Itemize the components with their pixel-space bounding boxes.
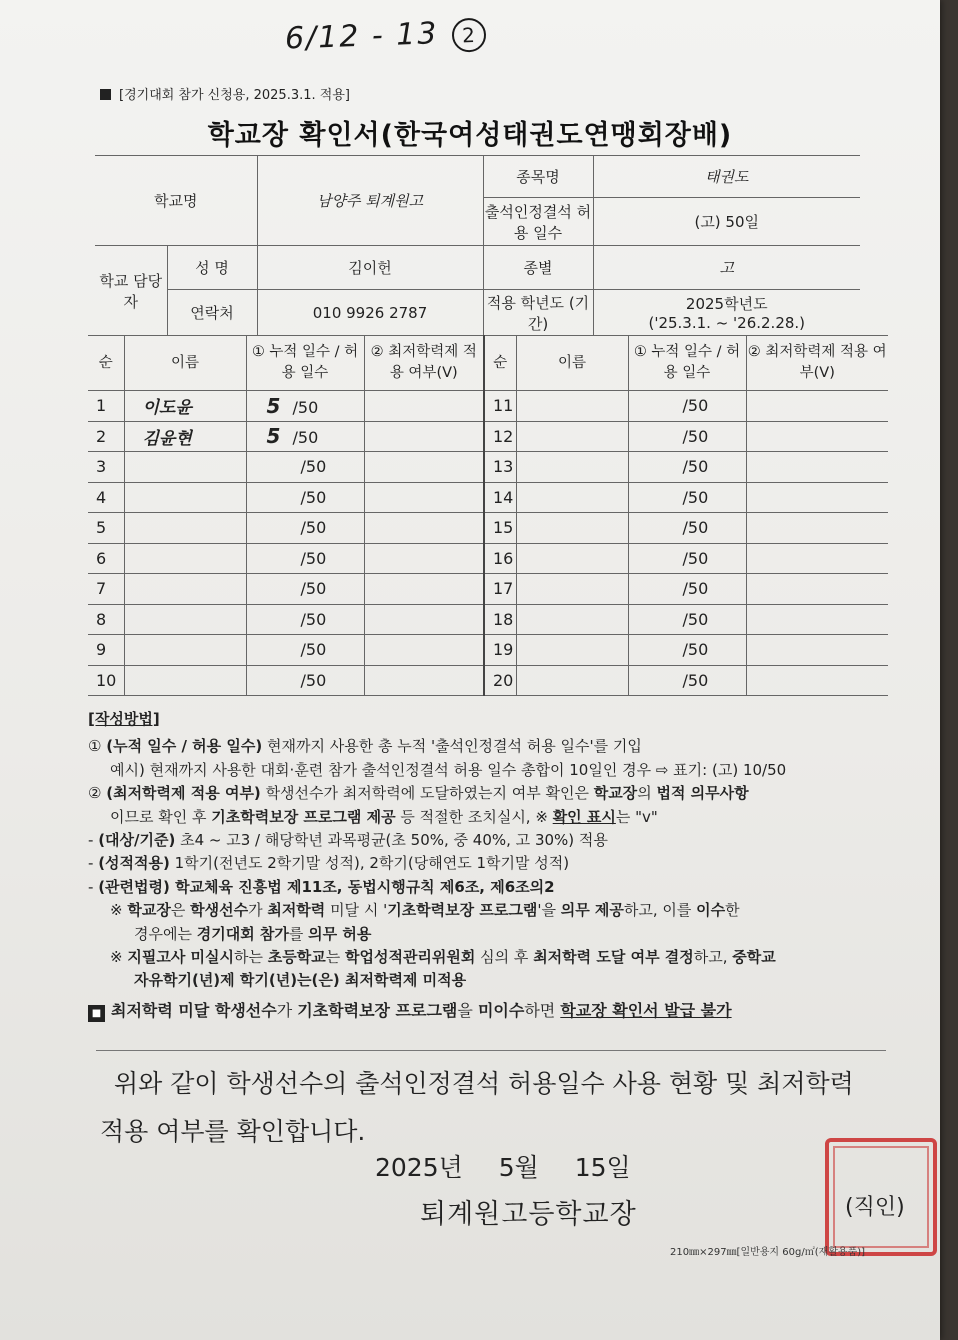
instruction-line: ※ 지필고사 미실시하는 초등학교는 학업성적관리위원회 심의 후 최저학력 도달 여부 결정하고, 중학교 bbox=[110, 948, 776, 967]
row-number: 9 bbox=[88, 635, 124, 666]
student-roster-table bbox=[88, 335, 888, 696]
date-year: 2025년 bbox=[375, 1153, 463, 1182]
col-header-days: ① 누적 일수 / 허용 일수 bbox=[628, 336, 746, 391]
days-allowed: /50 bbox=[300, 579, 327, 599]
min-academic-check bbox=[746, 635, 888, 666]
row-number: 3 bbox=[88, 452, 124, 483]
instruction-line: 예시) 현재까지 사용한 대회·훈련 참가 출석인정결석 허용 일수 총합이 10일인 경우 ⇨ 표기: (고) 10/50 bbox=[110, 760, 787, 779]
days-allowed: /50 bbox=[682, 457, 709, 477]
school-manager-label: 학교 담당자 bbox=[95, 246, 167, 336]
row-number: 12 bbox=[484, 421, 516, 452]
school-year-text: 2025학년도 bbox=[685, 295, 768, 313]
min-academic-check bbox=[364, 665, 484, 696]
days-cell bbox=[628, 421, 746, 452]
days-cell bbox=[246, 513, 364, 544]
student-name bbox=[516, 574, 628, 605]
days-used: 5 bbox=[266, 393, 281, 418]
min-academic-check bbox=[746, 513, 888, 544]
days-used: 5 bbox=[266, 424, 281, 449]
student-name bbox=[124, 604, 246, 635]
min-academic-check bbox=[746, 421, 888, 452]
min-academic-check bbox=[746, 543, 888, 574]
confirmation-statement bbox=[100, 1060, 900, 1156]
roster-rows bbox=[88, 391, 888, 696]
col-header-min-academic: ② 최저학력제 적용 여부(V) bbox=[364, 336, 484, 391]
student-name: 이도윤 bbox=[124, 391, 246, 422]
instruction-line: 이므로 확인 후 기초학력보장 프로그램 제공 등 적절한 조치실시, ※ 확인 표시는 "v" bbox=[110, 807, 658, 826]
instruction-line: ※ 학교장은 학생선수가 최저학력 미달 시 '기초학력보장 프로그램'을 의무 제공하고, 이를 이수한 bbox=[110, 901, 740, 920]
instruction-line: - (성적적용) 1학기(전년도 2학기말 성적), 2학기(당해연도 1학기말 성적) bbox=[88, 854, 570, 873]
days-cell bbox=[628, 543, 746, 574]
days-allowed: /50 bbox=[682, 396, 709, 416]
student-name bbox=[516, 604, 628, 635]
instruction-line: ② (최저학력제 적용 여부) 학생선수가 최저학력에 도달하였는지 여부 확인은 학교장의 법적 의무사항 bbox=[88, 784, 749, 803]
days-allowed: /50 bbox=[682, 487, 709, 507]
absence-days-value: (고) 50일 bbox=[593, 198, 860, 246]
table-row bbox=[88, 513, 888, 544]
row-number: 15 bbox=[484, 513, 516, 544]
days-allowed: /50 bbox=[292, 428, 319, 448]
checkbox-square-icon: ■ bbox=[88, 1005, 105, 1022]
school-year-value bbox=[593, 290, 860, 336]
manager-name-label: 성 명 bbox=[167, 246, 257, 290]
row-number: 13 bbox=[484, 452, 516, 483]
min-academic-check bbox=[746, 482, 888, 513]
days-allowed: /50 bbox=[300, 457, 327, 477]
col-header-name: 이름 bbox=[516, 336, 628, 391]
min-academic-check bbox=[364, 482, 484, 513]
days-cell bbox=[246, 574, 364, 605]
absence-days-label: 출석인정결석 허용 일수 bbox=[483, 198, 593, 246]
min-academic-check bbox=[364, 543, 484, 574]
student-name bbox=[516, 391, 628, 422]
table-row bbox=[88, 604, 888, 635]
row-number: 17 bbox=[484, 574, 516, 605]
row-number: 8 bbox=[88, 604, 124, 635]
instructions-heading: [작성방법] bbox=[88, 710, 160, 728]
table-row bbox=[88, 665, 888, 696]
row-number: 20 bbox=[484, 665, 516, 696]
days-allowed: /50 bbox=[682, 609, 709, 629]
days-cell bbox=[246, 482, 364, 513]
days-cell bbox=[628, 452, 746, 483]
min-academic-check bbox=[746, 604, 888, 635]
table-row bbox=[88, 391, 888, 422]
days-cell bbox=[628, 604, 746, 635]
min-academic-check bbox=[746, 665, 888, 696]
days-cell bbox=[246, 391, 364, 422]
student-name: 김윤현 bbox=[124, 421, 246, 452]
seal-label: (직인) bbox=[845, 1195, 905, 1220]
days-allowed: /50 bbox=[682, 640, 709, 660]
days-cell bbox=[246, 421, 364, 452]
row-number: 14 bbox=[484, 482, 516, 513]
school-year-label: 적용 학년도 (기간) bbox=[483, 290, 593, 336]
col-header-name: 이름 bbox=[124, 336, 246, 391]
days-allowed: /50 bbox=[300, 518, 327, 538]
table-row bbox=[88, 543, 888, 574]
handwritten-date-range: 6/12 - 13 bbox=[284, 16, 439, 57]
row-number: 16 bbox=[484, 543, 516, 574]
school-name-value: 남양주 퇴계원고 bbox=[257, 156, 483, 246]
days-allowed: /50 bbox=[300, 609, 327, 629]
min-academic-check bbox=[746, 391, 888, 422]
school-year-period: ('25.3.1. ~ '26.2.28.) bbox=[648, 314, 806, 332]
manager-name-value: 김이헌 bbox=[257, 246, 483, 290]
col-header-num: 순 bbox=[484, 336, 516, 391]
min-academic-check bbox=[746, 574, 888, 605]
instructions-section bbox=[88, 708, 898, 1022]
school-principal: 퇴계원고등학교장 bbox=[420, 1199, 637, 1230]
handwritten-circled-number: 2 bbox=[452, 17, 487, 52]
days-cell bbox=[628, 513, 746, 544]
min-academic-check bbox=[364, 452, 484, 483]
row-number: 5 bbox=[88, 513, 124, 544]
date-month: 5월 bbox=[498, 1153, 539, 1182]
days-allowed: /50 bbox=[300, 487, 327, 507]
form-usage-text: [경기대회 참가 신청용, 2025.3.1. 적용] bbox=[119, 88, 350, 103]
col-header-min-academic: ② 최저학력제 적용 여부(V) bbox=[746, 336, 888, 391]
square-bullet-icon bbox=[100, 89, 111, 100]
confirmation-line-2: 적용 여부를 확인합니다. bbox=[100, 1117, 366, 1146]
days-cell bbox=[628, 482, 746, 513]
days-allowed: /50 bbox=[682, 426, 709, 446]
page-title: 학교장 확인서(한국여성태권도연맹회장배) bbox=[207, 120, 733, 151]
date-day: 15일 bbox=[574, 1153, 631, 1182]
days-allowed: /50 bbox=[682, 579, 709, 599]
student-name bbox=[516, 482, 628, 513]
row-number: 19 bbox=[484, 635, 516, 666]
days-cell bbox=[246, 604, 364, 635]
student-name bbox=[124, 543, 246, 574]
min-academic-check bbox=[364, 604, 484, 635]
days-allowed: /50 bbox=[682, 670, 709, 690]
min-academic-check bbox=[364, 635, 484, 666]
category-label: 종별 bbox=[483, 246, 593, 290]
min-academic-check bbox=[746, 452, 888, 483]
days-cell bbox=[246, 543, 364, 574]
instruction-line: ① (누적 일수 / 허용 일수) 현재까지 사용한 총 누적 '출석인정결석 허용 일수'를 기입 bbox=[88, 737, 642, 756]
student-name bbox=[516, 665, 628, 696]
table-row bbox=[88, 421, 888, 452]
col-header-days: ① 누적 일수 / 허용 일수 bbox=[246, 336, 364, 391]
event-value: 태권도 bbox=[593, 156, 860, 198]
student-name bbox=[516, 452, 628, 483]
instruction-line: 자유학기(년)제 학기(년)는(은) 최저학력제 미적용 bbox=[134, 971, 467, 990]
handwritten-note bbox=[284, 14, 487, 58]
table-row bbox=[88, 635, 888, 666]
days-allowed: /50 bbox=[300, 670, 327, 690]
contact-label: 연락처 bbox=[167, 290, 257, 336]
student-name bbox=[516, 421, 628, 452]
days-allowed: /50 bbox=[300, 640, 327, 660]
student-name bbox=[124, 635, 246, 666]
days-allowed: /50 bbox=[682, 518, 709, 538]
days-cell bbox=[628, 635, 746, 666]
student-name bbox=[124, 665, 246, 696]
warning-line: ■ 최저학력 미달 학생선수가 기초학력보장 프로그램을 미이수하면 학교장 확인서 발급 불가 bbox=[88, 999, 898, 1022]
student-name bbox=[516, 543, 628, 574]
days-allowed: /50 bbox=[300, 548, 327, 568]
school-info-table bbox=[95, 155, 860, 336]
student-name bbox=[124, 452, 246, 483]
form-usage-note bbox=[100, 84, 350, 103]
days-cell bbox=[246, 665, 364, 696]
instruction-line: - (관련법령) 학교체육 진흥법 제11조, 동법시행규칙 제6조, 제6조의2 bbox=[88, 877, 555, 896]
issue-date bbox=[375, 1148, 631, 1184]
student-name bbox=[124, 513, 246, 544]
row-number: 10 bbox=[88, 665, 124, 696]
days-allowed: /50 bbox=[682, 548, 709, 568]
min-academic-check bbox=[364, 421, 484, 452]
row-number: 11 bbox=[484, 391, 516, 422]
student-name bbox=[124, 574, 246, 605]
instruction-line: - (대상/기준) 초4 ~ 고3 / 해당학년 과목평균(초 50%, 중 40%, 고 30%) 적용 bbox=[88, 831, 608, 850]
row-number: 2 bbox=[88, 421, 124, 452]
row-number: 1 bbox=[88, 391, 124, 422]
days-cell bbox=[628, 391, 746, 422]
student-name bbox=[124, 482, 246, 513]
category-value: 고 bbox=[593, 246, 860, 290]
days-allowed: /50 bbox=[292, 397, 319, 417]
min-academic-check bbox=[364, 513, 484, 544]
col-header-num: 순 bbox=[88, 336, 124, 391]
row-number: 4 bbox=[88, 482, 124, 513]
student-name bbox=[516, 635, 628, 666]
table-row bbox=[88, 452, 888, 483]
event-label: 종목명 bbox=[483, 156, 593, 198]
paper-spec-footer: 210㎜×297㎜[일반용지 60g/㎡(재활용품)] bbox=[670, 1247, 866, 1258]
days-cell bbox=[628, 574, 746, 605]
row-number: 7 bbox=[88, 574, 124, 605]
days-cell bbox=[246, 452, 364, 483]
min-academic-check bbox=[364, 574, 484, 605]
confirmation-line-1: 위와 같이 학생선수의 출석인정결석 허용일수 사용 현황 및 최저학력 bbox=[114, 1069, 854, 1098]
instruction-line: 경우에는 경기대회 참가를 의무 허용 bbox=[134, 924, 372, 943]
row-number: 18 bbox=[484, 604, 516, 635]
section-divider bbox=[96, 1050, 886, 1051]
days-cell bbox=[628, 665, 746, 696]
min-academic-check bbox=[364, 391, 484, 422]
contact-value: 010 9926 2787 bbox=[257, 290, 483, 336]
table-row bbox=[88, 482, 888, 513]
school-name-label: 학교명 bbox=[95, 156, 257, 246]
row-number: 6 bbox=[88, 543, 124, 574]
table-row bbox=[88, 574, 888, 605]
days-cell bbox=[246, 635, 364, 666]
student-name bbox=[516, 513, 628, 544]
